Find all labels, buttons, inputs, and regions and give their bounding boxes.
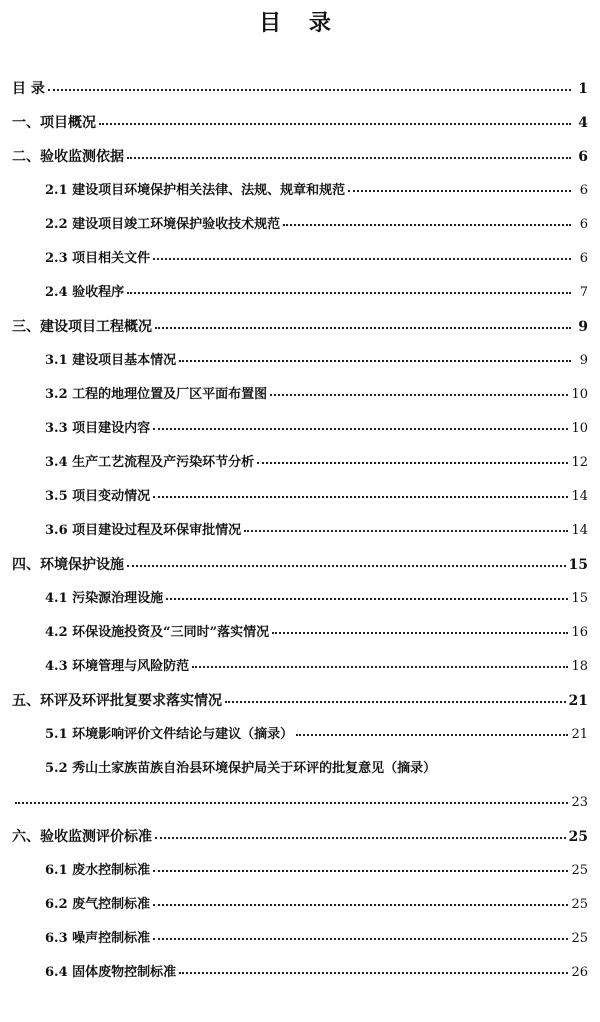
dot-leader bbox=[244, 520, 568, 532]
toc-entry-2-4[interactable] bbox=[0, 276, 600, 310]
toc-entry-label: 2.2 建设项目竣工环境保护验收技术规范 bbox=[45, 217, 281, 232]
toc-entry-section-2[interactable] bbox=[0, 140, 600, 174]
toc-entry-label: 3.3 项目建设内容 bbox=[45, 421, 151, 436]
toc-entry-6-4[interactable] bbox=[0, 956, 600, 990]
toc-entry-page: 6 bbox=[579, 251, 588, 266]
toc-entry-label: 一、项目概况 bbox=[12, 115, 96, 131]
toc-entry-page: 1 bbox=[578, 81, 588, 97]
toc-entry-6-3[interactable] bbox=[0, 922, 600, 956]
dot-leader bbox=[153, 248, 571, 260]
dot-leader bbox=[15, 792, 568, 804]
toc-entry-label: 6.4 固体废物控制标准 bbox=[45, 965, 177, 980]
toc-entry-3-2[interactable] bbox=[0, 378, 600, 412]
toc-entry-3-4[interactable] bbox=[0, 446, 600, 480]
toc-entry-label: 4.1 污染源治理设施 bbox=[45, 591, 164, 606]
toc-entry-label: 6.3 噪声控制标准 bbox=[45, 931, 151, 946]
toc-entry-page: 4 bbox=[578, 115, 588, 131]
dot-leader bbox=[179, 350, 571, 362]
toc-entry-page: 25 bbox=[571, 931, 588, 946]
table-of-contents bbox=[0, 72, 600, 990]
toc-entry-label: 5.1 环境影响评价文件结论与建议（摘录） bbox=[45, 727, 294, 742]
toc-entry-3-6[interactable] bbox=[0, 514, 600, 548]
toc-entry-3-3[interactable] bbox=[0, 412, 600, 446]
dot-leader bbox=[166, 588, 568, 600]
toc-entry-section-3[interactable] bbox=[0, 310, 600, 344]
dot-leader bbox=[99, 113, 571, 125]
toc-entry-page: 7 bbox=[579, 285, 588, 300]
toc-entry-page: 9 bbox=[578, 319, 588, 335]
toc-entry-label: 6.1 废水控制标准 bbox=[45, 863, 151, 878]
toc-entry-section-5[interactable] bbox=[0, 684, 600, 718]
toc-entry-label: 目 录 bbox=[12, 81, 45, 97]
dot-leader bbox=[153, 486, 568, 498]
dot-leader bbox=[272, 622, 568, 634]
page-title: 目 录 bbox=[259, 11, 341, 36]
toc-entry-5-1[interactable] bbox=[0, 718, 600, 752]
toc-entry-page: 10 bbox=[571, 387, 588, 402]
toc-entry-page: 25 bbox=[568, 829, 588, 845]
toc-entry-label: 5.2 秀山土家族苗族自治县环境保护局关于环评的批复意见（摘录） bbox=[45, 761, 437, 776]
toc-entry-6-2[interactable] bbox=[0, 888, 600, 922]
dot-leader bbox=[48, 79, 571, 91]
dot-leader bbox=[153, 894, 568, 906]
toc-entry-2-2[interactable] bbox=[0, 208, 600, 242]
toc-entry-section-4[interactable] bbox=[0, 548, 600, 582]
toc-entry-label: 3.1 建设项目基本情况 bbox=[45, 353, 177, 368]
toc-entry-5-2[interactable] bbox=[0, 752, 600, 786]
toc-entry-page: 15 bbox=[568, 557, 588, 573]
dot-leader bbox=[192, 656, 568, 668]
toc-entry-page: 6 bbox=[579, 183, 588, 198]
toc-entry-label: 五、环评及环评批复要求落实情况 bbox=[12, 693, 222, 709]
dot-leader bbox=[155, 827, 566, 839]
toc-entry-section-6[interactable] bbox=[0, 820, 600, 854]
dot-leader bbox=[270, 384, 568, 396]
toc-entry-4-3[interactable] bbox=[0, 650, 600, 684]
dot-leader bbox=[283, 214, 571, 226]
toc-entry-page: 21 bbox=[571, 727, 588, 742]
toc-entry-page: 25 bbox=[571, 897, 588, 912]
toc-entry-page: 23 bbox=[571, 795, 588, 810]
toc-entry-label: 2.1 建设项目环境保护相关法律、法规、规章和规范 bbox=[45, 183, 346, 198]
dot-leader bbox=[296, 724, 568, 736]
toc-entry-label: 3.6 项目建设过程及环保审批情况 bbox=[45, 523, 242, 538]
dot-leader bbox=[348, 180, 571, 192]
toc-entry-page: 18 bbox=[571, 659, 588, 674]
dot-leader bbox=[153, 418, 568, 430]
dot-leader bbox=[153, 860, 568, 872]
toc-entry-page: 6 bbox=[579, 217, 588, 232]
toc-entry-page: 25 bbox=[571, 863, 588, 878]
dot-leader bbox=[179, 962, 568, 974]
toc-entry-label: 4.2 环保设施投资及“三同时”落实情况 bbox=[45, 625, 270, 640]
toc-entry-page: 10 bbox=[571, 421, 588, 436]
toc-entry-page: 16 bbox=[571, 625, 588, 640]
dot-leader bbox=[127, 282, 571, 294]
toc-entry-page: 15 bbox=[571, 591, 588, 606]
toc-entry-contents[interactable] bbox=[0, 72, 600, 106]
dot-leader bbox=[257, 452, 568, 464]
toc-entry-label: 6.2 废气控制标准 bbox=[45, 897, 151, 912]
toc-entry-label: 2.3 项目相关文件 bbox=[45, 251, 151, 266]
toc-entry-label: 六、验收监测评价标准 bbox=[12, 829, 152, 845]
toc-entry-label: 3.4 生产工艺流程及产污染环节分析 bbox=[45, 455, 255, 470]
toc-entry-label: 4.3 环境管理与风险防范 bbox=[45, 659, 190, 674]
dot-leader bbox=[127, 147, 571, 159]
toc-entry-2-1[interactable] bbox=[0, 174, 600, 208]
dot-leader bbox=[153, 928, 568, 940]
toc-entry-page: 9 bbox=[579, 353, 588, 368]
toc-entry-label: 3.2 工程的地理位置及厂区平面布置图 bbox=[45, 387, 268, 402]
toc-entry-3-1[interactable] bbox=[0, 344, 600, 378]
toc-entry-page: 21 bbox=[568, 693, 588, 709]
toc-entry-page: 12 bbox=[571, 455, 588, 470]
dot-leader bbox=[127, 555, 566, 567]
toc-entry-4-1[interactable] bbox=[0, 582, 600, 616]
toc-entry-page: 14 bbox=[571, 489, 588, 504]
toc-entry-6-1[interactable] bbox=[0, 854, 600, 888]
dot-leader bbox=[225, 691, 566, 703]
toc-entry-label: 二、验收监测依据 bbox=[12, 149, 124, 165]
toc-entry-2-3[interactable] bbox=[0, 242, 600, 276]
toc-entry-label: 四、环境保护设施 bbox=[12, 557, 124, 573]
toc-entry-label: 3.5 项目变动情况 bbox=[45, 489, 151, 504]
toc-entry-page: 14 bbox=[571, 523, 588, 538]
toc-entry-label: 2.4 验收程序 bbox=[45, 285, 125, 300]
toc-entry-3-5[interactable] bbox=[0, 480, 600, 514]
toc-entry-page: 26 bbox=[571, 965, 588, 980]
toc-entry-section-1[interactable] bbox=[0, 106, 600, 140]
toc-entry-page: 6 bbox=[578, 149, 588, 165]
toc-entry-5-2-continuation[interactable] bbox=[0, 786, 600, 820]
toc-entry-4-2[interactable] bbox=[0, 616, 600, 650]
toc-entry-label: 三、建设项目工程概况 bbox=[12, 319, 152, 335]
dot-leader bbox=[155, 317, 571, 329]
